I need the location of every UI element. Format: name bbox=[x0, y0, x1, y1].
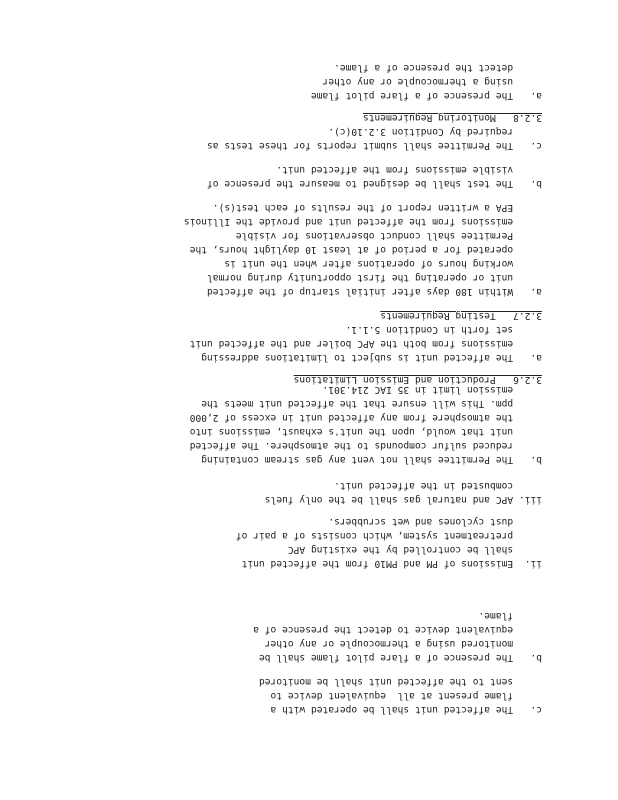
doc-line: working hours of operations after when the unit is bbox=[224, 258, 542, 269]
doc-line: emissions from the affected unit and provide the Illinois bbox=[183, 216, 542, 227]
doc-line: flame. bbox=[478, 610, 542, 621]
doc-line: b. The test shall be designed to measure the presence of bbox=[206, 178, 542, 189]
doc-line: b. The presence of a flare pilot flame shall be bbox=[258, 652, 542, 663]
doc-line: reduced sulfur compounds to the atmosphere. The affected bbox=[189, 440, 542, 451]
doc-line: emissions from both the APC boiler and the affected unit bbox=[189, 338, 542, 349]
doc-line: unit that would, upon the unit's exhaust, emissions into bbox=[189, 426, 542, 437]
doc-line: c. The Permittee shall submit reports for these tests as bbox=[206, 140, 542, 151]
doc-line: emission limit in 35 IAC 214.301. bbox=[322, 384, 542, 395]
doc-line: monitored using a thermocouple or any other bbox=[264, 638, 542, 649]
doc-line: set forth in Condition 5.1.1. bbox=[345, 324, 542, 335]
doc-line: dust cyclones and wet scrubbers. bbox=[328, 516, 542, 527]
doc-line: c. The affected unit shall be operated with a bbox=[270, 704, 542, 715]
doc-line: using a thermocouple or any other bbox=[322, 76, 542, 87]
doc-line: flame present at all equivalent device to bbox=[270, 690, 542, 701]
doc-line: visible emissions from the affected unit. bbox=[276, 164, 542, 175]
doc-line: pretreatment system, which consists of a pair of bbox=[235, 530, 542, 541]
doc-line: sent to the affected unit shall be monitored bbox=[258, 676, 542, 687]
doc-line: ii. Emissions of PM and PM10 from the affected unit bbox=[241, 558, 542, 569]
doc-line: a. Within 180 days after initial startup of the affected bbox=[206, 286, 542, 297]
doc-line: EPA a written report of the results of each test(s). bbox=[212, 202, 542, 213]
doc-line: ppm. This will ensure that the affected unit meets the bbox=[201, 398, 542, 409]
doc-line: equivalent device to detect the presence of a bbox=[253, 624, 542, 635]
doc-line: combusted in the affected unit. bbox=[334, 480, 542, 491]
doc-line: a. The affected unit is subject to limitations addressing bbox=[201, 352, 542, 363]
section-heading: 3.2.7 Testing Requirements bbox=[380, 310, 542, 321]
doc-line: detect the presence of a flame. bbox=[334, 62, 542, 73]
doc-line: b. The Permittee shall not vent any gas stream containing bbox=[201, 454, 542, 465]
doc-line: iii. APC and natural gas shall be the only fuels bbox=[264, 494, 542, 505]
section-heading: 3.2.6 Production and Emission Limitations bbox=[293, 374, 542, 385]
section-heading: 3.2.8 Monitoring Requirements bbox=[362, 112, 542, 123]
doc-line: operated for a period of at least 10 daylight hours, the bbox=[189, 244, 542, 255]
doc-line: shall be controlled by the existing APC bbox=[287, 544, 542, 555]
doc-line: a. The presence of a flare pilot flame bbox=[310, 90, 542, 101]
doc-line: required by Condition 3.2.10(c). bbox=[328, 126, 542, 137]
doc-line: unit or operating the first opportunity during normal bbox=[206, 272, 542, 283]
doc-line: Permittee shall conduct observations for visible bbox=[235, 230, 542, 241]
doc-line: the atmosphere from any affected unit in excess of 2,000 bbox=[189, 412, 542, 423]
